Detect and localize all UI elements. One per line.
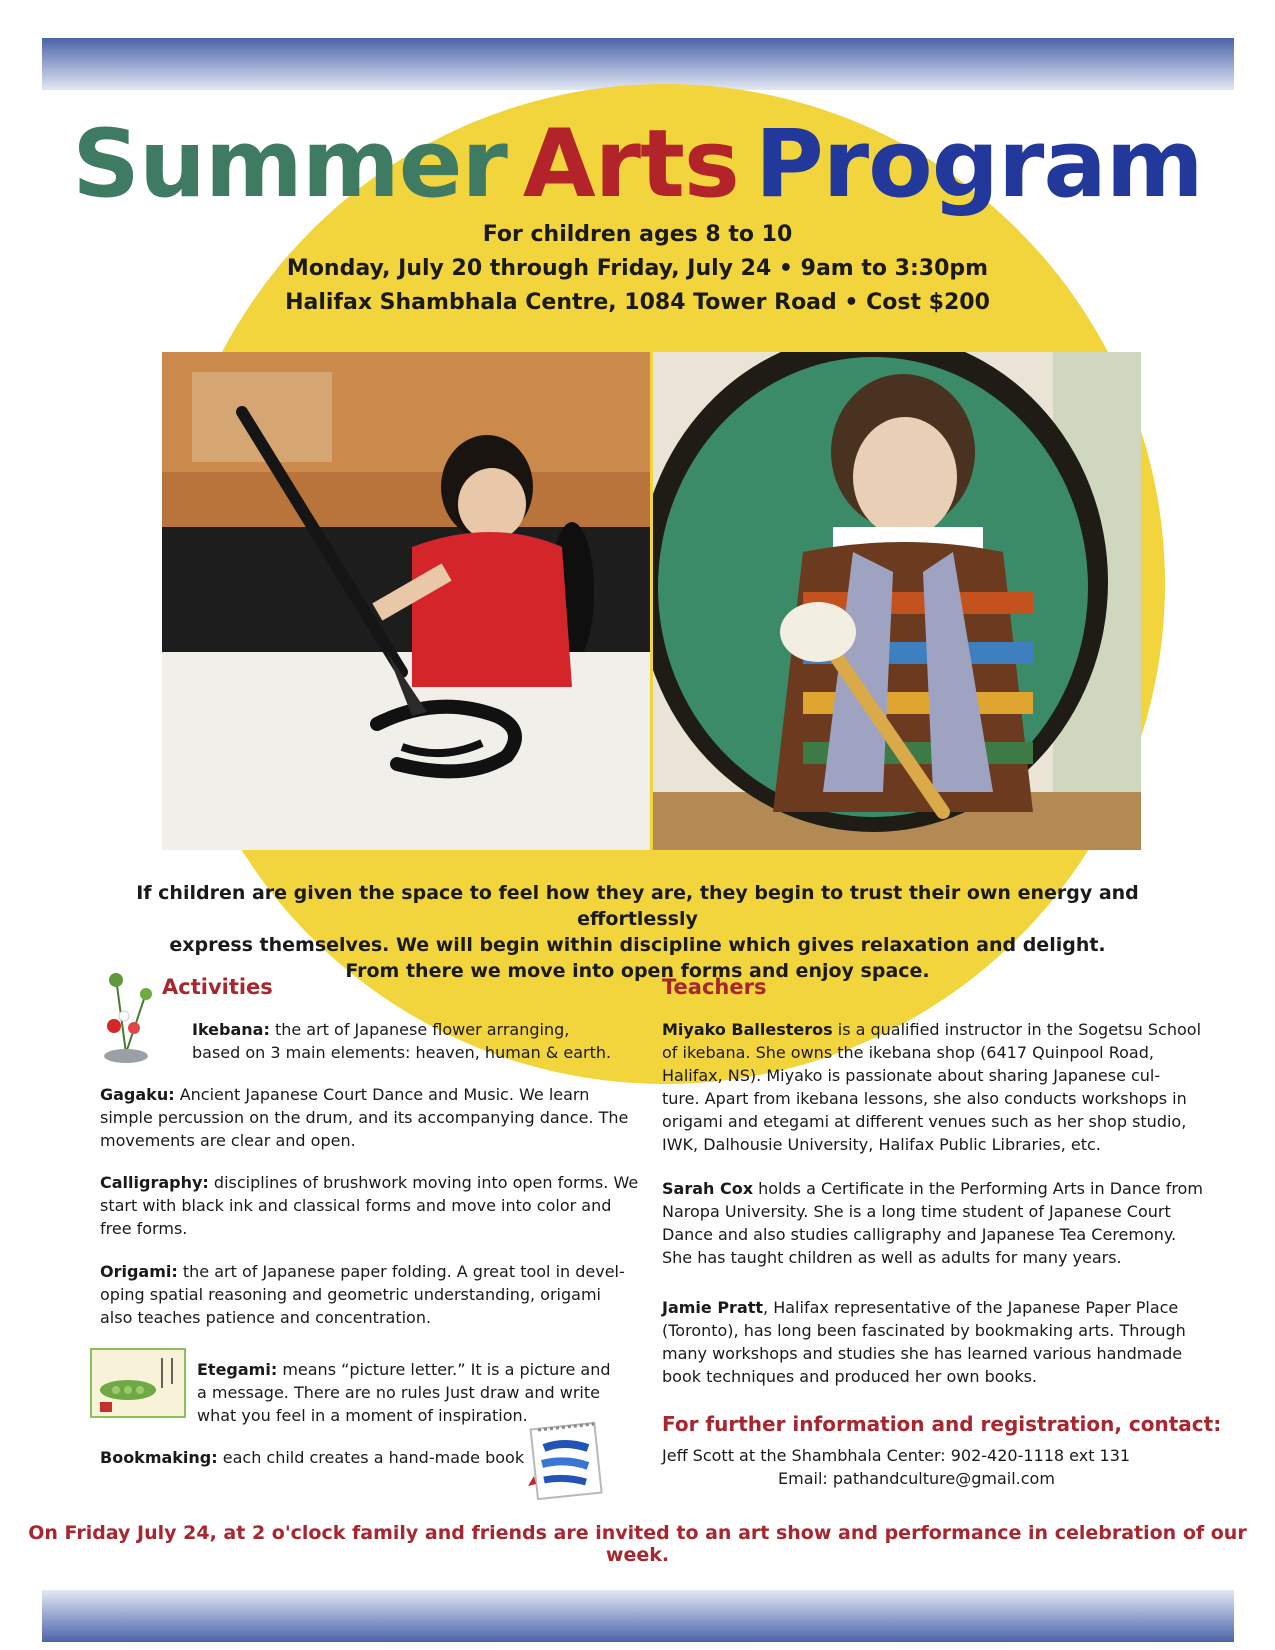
activity-text: simple percussion on the drum, and its accompanying dance. The (100, 1108, 629, 1127)
teacher-name: Miyako Ballesteros (662, 1020, 833, 1039)
teacher-text: (Toronto), has long been fascinated by bookmaking arts. Through (662, 1321, 1186, 1340)
activity-text: movements are clear and open. (100, 1131, 356, 1150)
bottom-blue-band (42, 1590, 1234, 1642)
activity-text: a message. There are no rules Just draw and write (197, 1383, 600, 1402)
contact-heading: For further information and registration, contact: (662, 1412, 1222, 1436)
activity-text: each child creates a hand-made book (222, 1448, 525, 1467)
teacher-text: is a qualified instructor in the Sogetsu School (832, 1020, 1202, 1039)
activity-name: Origami: (100, 1262, 178, 1281)
activity-name: Bookmaking: (100, 1448, 218, 1467)
activity-name: Calligraphy: (100, 1173, 209, 1192)
activity-text: Ancient Japanese Court Dance and Music. We learn (179, 1085, 590, 1104)
quote-line: express themselves. We will begin within discipline which gives relaxation and delight. (169, 934, 1106, 956)
title-word-summer: Summer (72, 110, 507, 219)
activity-name: Gagaku: (100, 1085, 175, 1104)
teacher-jamie (662, 1296, 1186, 1388)
location-cost: Halifax Shambhala Centre, 1084 Tower Road • Cost $200 (285, 290, 990, 315)
teacher-text: holds a Certificate in the Performing Arts in Dance from (753, 1179, 1203, 1198)
quote-line: If children are given the space to feel how they are, they begin to trust their own energy and effortlessly (136, 882, 1139, 930)
teacher-text: origami and etegami at different venues such as her shop studio, (662, 1112, 1187, 1131)
activities-heading: Activities (162, 975, 273, 999)
contact-phone-line: Jeff Scott at the Shambhala Center: 902-420-1118 ext 131 (662, 1446, 1131, 1465)
page-title (0, 110, 1275, 219)
contact-email-line: Email: pathandculture@gmail.com (778, 1469, 1055, 1488)
ikebana-flower-image (86, 968, 166, 1068)
dates-times: Monday, July 20 through Friday, July 24 • 9am to 3:30pm (286, 256, 989, 281)
activity-text: also teaches patience and concentration. (100, 1308, 432, 1327)
teacher-text: many workshops and studies she has learned various handmade (662, 1344, 1183, 1363)
activity-text: means “picture letter.” It is a picture and (277, 1360, 611, 1379)
photo-drum-boy (653, 352, 1141, 850)
handmade-book-image (528, 1418, 604, 1500)
program-philosophy-quote (95, 880, 1180, 984)
title-word-arts: Arts (522, 110, 739, 219)
activity-text: free forms. (100, 1219, 188, 1238)
age-range: For children ages 8 to 10 (482, 222, 793, 247)
activity-ikebana (192, 1018, 611, 1064)
activity-text: disciplines of brushwork moving into open forms. We (213, 1173, 639, 1192)
activity-text: start with black ink and classical forms and move into color and (100, 1196, 612, 1215)
teacher-text: ture. Apart from ikebana lessons, she also conducts workshops in (662, 1089, 1187, 1108)
activity-text: oping spatial reasoning and geometric understanding, origami (100, 1285, 601, 1304)
activity-name: Ikebana: (192, 1020, 270, 1039)
teacher-name: Sarah Cox (662, 1179, 754, 1198)
etegami-card-image (90, 1348, 186, 1418)
activity-origami (100, 1260, 625, 1329)
activity-gagaku (100, 1083, 628, 1152)
teachers-heading: Teachers (662, 975, 767, 999)
teacher-text: She has taught children as well as adults for many years. (662, 1248, 1122, 1267)
activity-calligraphy (100, 1171, 638, 1240)
teacher-text: Dance and also studies calligraphy and Japanese Tea Ceremony. (662, 1225, 1177, 1244)
photo-calligraphy-girl (162, 352, 650, 850)
art-show-announcement: On Friday July 24, at 2 o'clock family and friends are invited to an art show and performance in celebration of our week. (28, 1522, 1247, 1566)
top-blue-band (42, 38, 1234, 90)
activity-etegami (197, 1358, 611, 1427)
quote-line: From there we move into open forms and enjoy space. (345, 960, 930, 982)
activity-text: the art of Japanese paper folding. A great tool in devel- (182, 1262, 625, 1281)
teacher-text: of ikebana. She owns the ikebana shop (6417 Quinpool Road, (662, 1043, 1154, 1062)
teacher-name: Jamie Pratt (662, 1298, 764, 1317)
teacher-miyako (662, 1018, 1201, 1156)
activity-text: what you feel in a moment of inspiration. (197, 1406, 528, 1425)
teacher-text: Naropa University. She is a long time student of Japanese Court (662, 1202, 1171, 1221)
teacher-text: , Halifax representative of the Japanese Paper Place (763, 1298, 1179, 1317)
teacher-sarah (662, 1177, 1203, 1269)
teacher-text: Halifax, NS). Miyako is passionate about sharing Japanese cul- (662, 1066, 1161, 1085)
title-word-program: Program (754, 110, 1203, 219)
activity-text: based on 3 main elements: heaven, human & earth. (192, 1043, 612, 1062)
activity-bookmaking (100, 1446, 524, 1469)
teacher-text: IWK, Dalhousie University, Halifax Public Libraries, etc. (662, 1135, 1101, 1154)
activity-text: the art of Japanese flower arranging, (274, 1020, 570, 1039)
teacher-text: book techniques and produced her own books. (662, 1367, 1037, 1386)
activity-name: Etegami: (197, 1360, 278, 1379)
